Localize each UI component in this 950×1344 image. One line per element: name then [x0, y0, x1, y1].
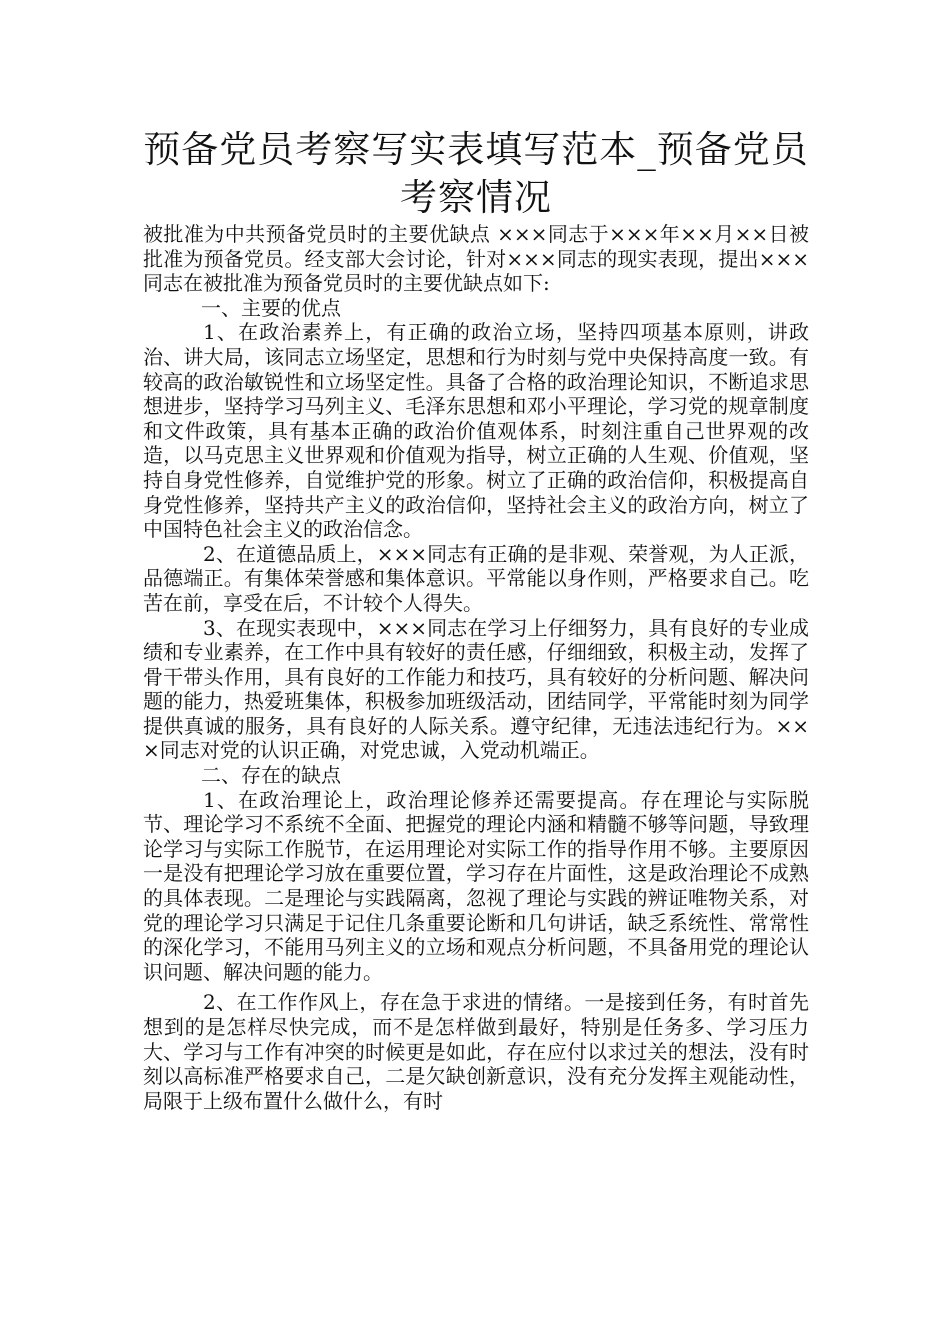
strength-item-2: 2、在道德品质上，×××同志有正确的是非观、荣誉观，为人正派，品德端正。有集体荣誉感和集体意识。平常能以身作则，严格要求自己。吃苦在前，享受在后，不计较个人得失。 [143, 541, 809, 615]
strength-item-1: 1、在政治素养上，有正确的政治立场，坚持四项基本原则，讲政治、讲大局，该同志立场坚定，思想和行为时刻与党中央保持高度一致。有较高的政治敏锐性和立场坚定性。具备了合格的政治理论知识，不断追求思想进步，坚持学习马列主义、毛泽东思想和邓小平理论，学习党的规章制度和文件政策，具有基本正确的政治价值观体系，时刻注重自己世界观的改造，以马克思主义世界观和价值观为指导，树立正确的人生观、价值观，坚持自身党性修养，自觉维护党的形象。树立了正确的政治信仰，积极提高自身党性修养，坚持共产主义的政治信仰，坚持社会主义的政治方向，树立了中国特色社会主义的政治信念。 [143, 320, 809, 542]
weakness-item-1: 1、在政治理论上，政治理论修养还需要提高。存在理论与实际脱节、理论学习不系统不全面、把握党的理论内涵和精髓不够等问题，导致理论学习与实际工作脱节，在运用理论对实际工作的指导作用不够。主要原因一是没有把理论学习放在重要位置，学习存在片面性，这是政治理论不成熟的具体表现。二是理论与实践隔离，忽视了理论与实践的辨证唯物关系，对党的理论学习只满足于记住几条重要论断和几句讲话，缺乏系统性、常常性的深化学习，不能用马列主义的立场和观点分析问题，不具备用党的理论认识问题、解决问题的能力。 [143, 787, 809, 984]
document-body [143, 222, 809, 1113]
document-title: 预备党员考察写实表填写范本_预备党员考察情况 [143, 128, 809, 219]
weakness-item-2: 2、在工作作风上，存在急于求进的情绪。一是接到任务，有时首先想到的是怎样尽快完成，而不是怎样做到最好，特别是任务多、学习压力大、学习与工作有冲突的时候更是如此，存在应付以求过关的想法，没有时刻以高标准严格要求自己，二是欠缺创新意识，没有充分发挥主观能动性，局限于上级布置什么做什么，有时 [143, 990, 809, 1113]
strengths-heading: 一、主要的优点 [201, 295, 341, 320]
strength-item-3: 3、在现实表现中，×××同志在学习上仔细努力，具有良好的专业成绩和专业素养，在工作中具有较好的责任感，仔细细致，积极主动，发挥了骨干带头作用，具有良好的工作能力和技巧，具有较好的分析问题、解决问题的能力，热爱班集体，积极参加班级活动，团结同学，平常能时刻为同学提供真诚的服务，具有良好的人际关系。遵守纪律，无违法违纪行为。×××同志对党的认识正确，对党忠诚，入党动机端正。 [143, 615, 809, 763]
intro-paragraph: 被批准为中共预备党员时的主要优缺点 ×××同志于×××年××月××日被批准为预备党员。经支部大会讨论，针对×××同志的现实表现，提出×××同志在被批准为预备党员时的主要优缺点如下: [143, 222, 809, 296]
document-page [143, 126, 809, 1113]
weaknesses-heading: 二、存在的缺点 [201, 763, 341, 788]
